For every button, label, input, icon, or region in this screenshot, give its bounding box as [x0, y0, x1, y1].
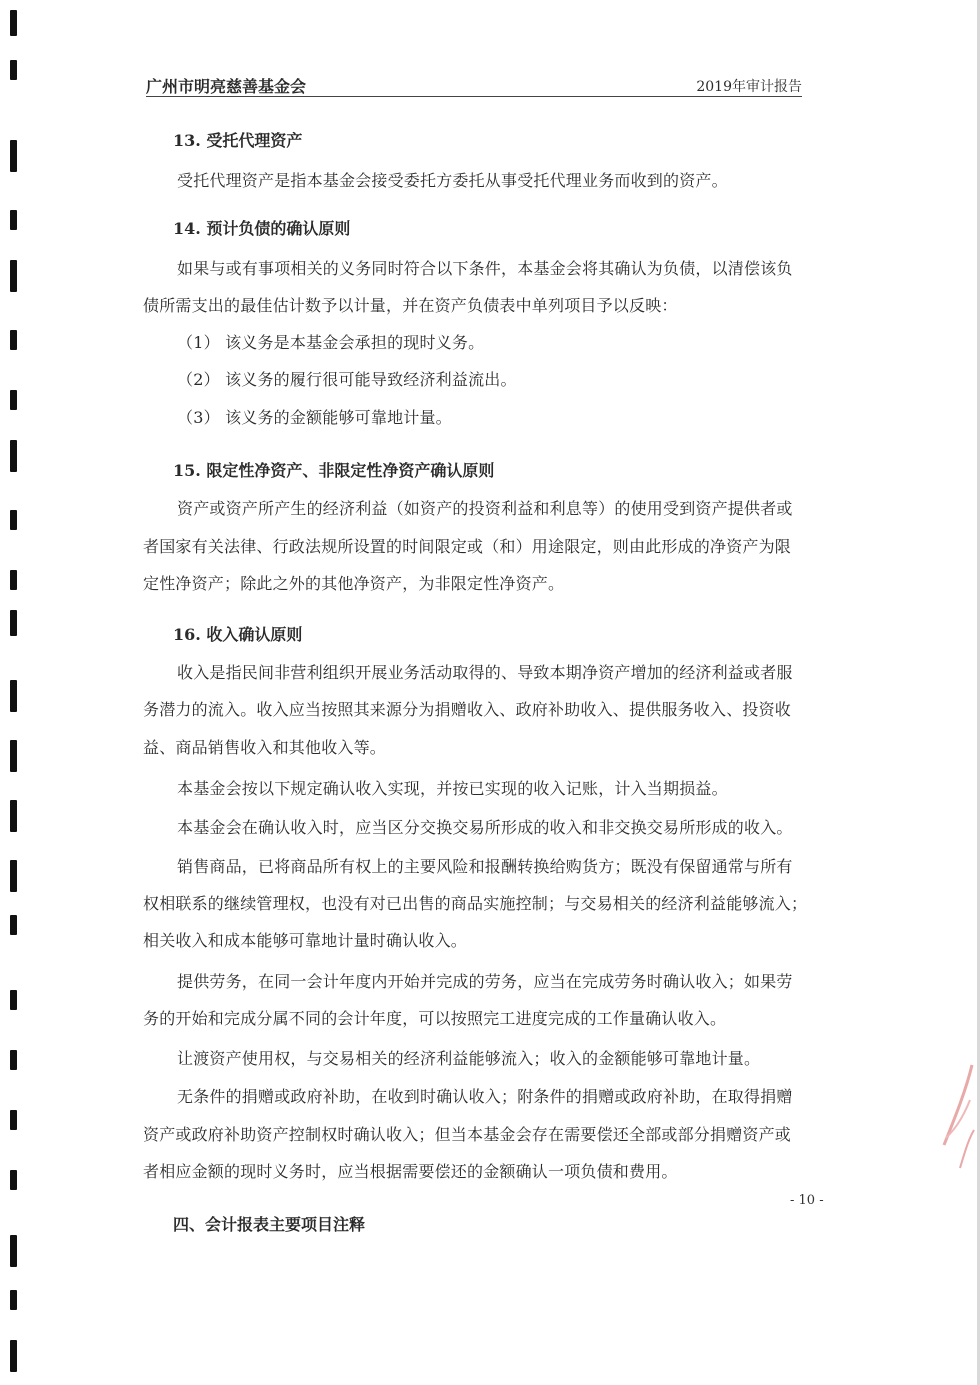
binding-mark [10, 990, 17, 1010]
seal-stamp-fragment [926, 1060, 976, 1170]
binding-mark [10, 210, 17, 230]
binding-mark [10, 915, 17, 935]
section-16-line: 销售商品，已将商品所有权上的主要风险和报酬转换给购货方；既没有保留通常与所有 [177, 857, 793, 876]
section-16-line: 收入是指民间非营利组织开展业务活动取得的、导致本期净资产增加的经济利益或者服 [177, 663, 793, 682]
page-header [146, 70, 802, 97]
section-14-paragraph-line1: 如果与或有事项相关的义务同时符合以下条件，本基金会将其确认为负债，以清偿该负 [177, 259, 793, 278]
binding-mark [10, 800, 17, 832]
section-16-line: 相关收入和成本能够可靠地计量时确认收入。 [143, 931, 468, 950]
binding-mark [10, 1110, 17, 1130]
binding-mark [10, 740, 17, 772]
section-16-line: 权相联系的继续管理权，也没有对已出售的商品实施控制；与交易相关的经济利益能够流入； [143, 894, 808, 913]
section-14-item: （1） 该义务是本基金会承担的现时义务。 [177, 333, 485, 352]
binding-marks [0, 0, 40, 1385]
organization-name: 广州市明亮慈善基金会 [146, 77, 307, 96]
binding-mark [10, 1340, 17, 1372]
section-16-line: 让渡资产使用权，与交易相关的经济利益能够流入；收入的金额能够可靠地计量。 [177, 1049, 761, 1068]
section-15-line: 者国家有关法律、行政法规所设置的时间限定或（和）用途限定，则由此形成的净资产为限 [143, 537, 792, 556]
binding-mark [10, 140, 17, 172]
binding-mark [10, 440, 17, 472]
section-16-line: 资产或政府补助资产控制权时确认收入；但当本基金会存在需要偿还全部或部分捐赠资产或 [143, 1125, 792, 1144]
binding-mark [10, 330, 17, 350]
section-14-heading: 14. 预计负债的确认原则 [173, 219, 351, 238]
page-number: - 10 - [790, 1193, 824, 1208]
binding-mark [10, 1290, 17, 1310]
section-16-line: 务潜力的流入。收入应当按照其来源分为捐赠收入、政府补助收入、提供服务收入、投资收 [143, 700, 792, 719]
section-14-paragraph-line2: 债所需支出的最佳估计数予以计量，并在资产负债表中单列项目予以反映： [143, 296, 678, 315]
chapter-4-heading: 四、会计报表主要项目注释 [173, 1215, 366, 1234]
section-16-line: 提供劳务，在同一会计年度内开始并完成的劳务，应当在完成劳务时确认收入；如果劳 [177, 972, 793, 991]
section-14-item: （3） 该义务的金额能够可靠地计量。 [177, 408, 452, 427]
binding-mark [10, 10, 17, 36]
section-16-line: 本基金会在确认收入时，应当区分交换交易所形成的收入和非交换交易所形成的收入。 [177, 818, 793, 837]
section-15-line: 资产或资产所产生的经济利益（如资产的投资利益和利息等）的使用受到资产提供者或 [177, 499, 793, 518]
binding-mark [10, 1170, 17, 1190]
section-14-item: （2） 该义务的履行很可能导致经济利益流出。 [177, 370, 517, 389]
binding-mark [10, 390, 17, 410]
binding-mark [10, 60, 17, 80]
section-16-line: 本基金会按以下规定确认收入实现，并按已实现的收入记账，计入当期损益。 [177, 779, 728, 798]
section-13-paragraph: 受托代理资产是指本基金会接受委托方委托从事受托代理业务而收到的资产。 [177, 171, 728, 190]
section-16-line: 者相应金额的现时义务时，应当根据需要偿还的金额确认一项负债和费用。 [143, 1162, 678, 1181]
binding-mark [10, 860, 17, 892]
binding-mark [10, 510, 17, 530]
binding-mark [10, 1235, 17, 1267]
report-title: 2019年审计报告 [696, 79, 802, 95]
binding-mark [10, 260, 17, 292]
section-13-heading: 13. 受托代理资产 [173, 131, 303, 150]
section-15-heading: 15. 限定性净资产、非限定性净资产确认原则 [173, 461, 495, 480]
binding-mark [10, 570, 17, 590]
section-16-line: 益、商品销售收入和其他收入等。 [143, 738, 387, 757]
section-15-line: 定性净资产；除此之外的其他净资产，为非限定性净资产。 [143, 574, 565, 593]
binding-mark [10, 610, 17, 636]
section-16-line: 务的开始和完成分属不同的会计年度，可以按照完工进度完成的工作量确认收入。 [143, 1009, 727, 1028]
binding-mark [10, 680, 17, 712]
section-16-heading: 16. 收入确认原则 [173, 625, 303, 644]
section-16-line: 无条件的捐赠或政府补助，在收到时确认收入；附条件的捐赠或政府补助，在取得捐赠 [177, 1087, 793, 1106]
binding-mark [10, 1050, 17, 1070]
